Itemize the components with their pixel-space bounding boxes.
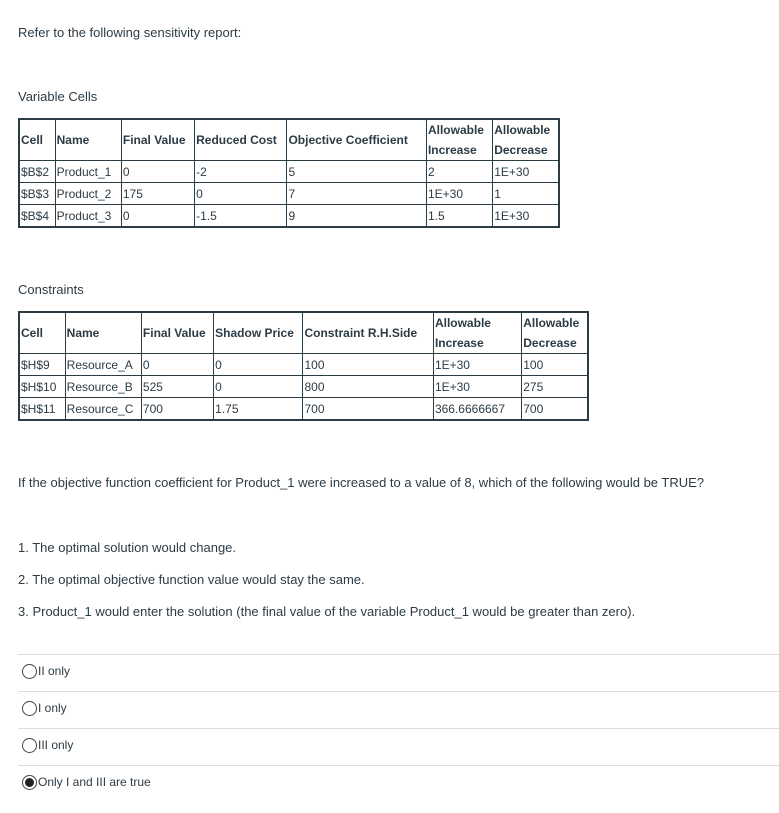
header-allowable-increase: Allowable Increase xyxy=(426,119,492,161)
table-cell: -1.5 xyxy=(195,205,287,228)
table-cell: 1E+30 xyxy=(493,205,559,228)
table-cell: $H$11 xyxy=(19,398,65,421)
table-cell: 1E+30 xyxy=(426,183,492,205)
answer-label: I only xyxy=(38,701,67,715)
answer-options xyxy=(18,654,779,802)
table-header-row xyxy=(19,119,559,161)
answer-option-iii-only[interactable] xyxy=(18,728,779,765)
table-cell: $H$9 xyxy=(19,354,65,376)
header-name: Name xyxy=(55,119,121,161)
header-final-value: Final Value xyxy=(121,119,194,161)
header-cell: Cell xyxy=(19,119,55,161)
header-cell: Cell xyxy=(19,312,65,354)
table-cell: 0 xyxy=(214,354,303,376)
table-cell: 175 xyxy=(121,183,194,205)
table-cell: 1.75 xyxy=(214,398,303,421)
header-shadow-price: Shadow Price xyxy=(214,312,303,354)
table-cell: $B$3 xyxy=(19,183,55,205)
table-cell: 0 xyxy=(141,354,213,376)
table-cell: 0 xyxy=(195,183,287,205)
radio-button[interactable] xyxy=(22,738,37,753)
table-row xyxy=(19,161,559,183)
table-cell: 1 xyxy=(493,183,559,205)
table-cell: 366.6666667 xyxy=(433,398,521,421)
table-cell: -2 xyxy=(195,161,287,183)
table-cell: Product_2 xyxy=(55,183,121,205)
header-objective-coefficient: Objective Coefficient xyxy=(287,119,427,161)
answer-label: Only I and III are true xyxy=(38,775,151,789)
table-cell: 525 xyxy=(141,376,213,398)
table-cell: 1E+30 xyxy=(433,354,521,376)
table-cell: 1E+30 xyxy=(433,376,521,398)
table-header-row xyxy=(19,312,588,354)
table-cell: Resource_B xyxy=(65,376,141,398)
header-reduced-cost: Reduced Cost xyxy=(195,119,287,161)
table-row xyxy=(19,398,588,421)
statement-3: 3. Product_1 would enter the solution (the final value of the variable Product_1 would be greater than zero). xyxy=(18,604,636,619)
table-cell: $H$10 xyxy=(19,376,65,398)
header-allowable-increase: Allowable Increase xyxy=(433,312,521,354)
table-row xyxy=(19,376,588,398)
radio-button[interactable] xyxy=(22,664,37,679)
table-cell: 700 xyxy=(303,398,433,421)
table-cell: $B$4 xyxy=(19,205,55,228)
table-cell: 1.5 xyxy=(426,205,492,228)
table-row xyxy=(19,205,559,228)
header-allowable-decrease: Allowable Decrease xyxy=(493,119,559,161)
table-cell: 2 xyxy=(426,161,492,183)
answer-option-i-only[interactable] xyxy=(18,691,779,728)
question-text: If the objective function coefficient for Product_1 were increased to a value of 8, which of the following would be TRUE? xyxy=(18,475,705,490)
answer-label: II only xyxy=(38,664,71,678)
table-cell: 0 xyxy=(214,376,303,398)
table-cell: 7 xyxy=(287,183,427,205)
header-name: Name xyxy=(65,312,141,354)
constraints-title: Constraints xyxy=(18,282,84,297)
table-cell: $B$2 xyxy=(19,161,55,183)
table-cell: 700 xyxy=(141,398,213,421)
intro-text: Refer to the following sensitivity report: xyxy=(18,25,242,40)
header-allowable-decrease: Allowable Decrease xyxy=(522,312,588,354)
table-cell: 100 xyxy=(522,354,588,376)
table-cell: 1E+30 xyxy=(493,161,559,183)
table-cell: 700 xyxy=(522,398,588,421)
statement-1: 1. The optimal solution would change. xyxy=(18,540,237,555)
answer-option-ii-only[interactable] xyxy=(18,654,779,691)
header-final-value: Final Value xyxy=(141,312,213,354)
table-cell: 9 xyxy=(287,205,427,228)
table-row xyxy=(19,183,559,205)
table-cell: 100 xyxy=(303,354,433,376)
table-cell: Resource_A xyxy=(65,354,141,376)
table-row xyxy=(19,354,588,376)
variable-cells-title: Variable Cells xyxy=(18,89,98,104)
constraints-table xyxy=(18,311,589,421)
table-cell: 0 xyxy=(121,161,194,183)
table-cell: Product_1 xyxy=(55,161,121,183)
answer-label: III only xyxy=(38,738,74,752)
table-cell: 275 xyxy=(522,376,588,398)
table-cell: 5 xyxy=(287,161,427,183)
radio-button[interactable] xyxy=(22,701,37,716)
header-constraint-rhs: Constraint R.H.Side xyxy=(303,312,433,354)
answer-option-i-and-iii[interactable] xyxy=(18,765,779,802)
table-cell: Resource_C xyxy=(65,398,141,421)
table-cell: 800 xyxy=(303,376,433,398)
statement-2: 2. The optimal objective function value would stay the same. xyxy=(18,572,365,587)
table-cell: 0 xyxy=(121,205,194,228)
variable-cells-table xyxy=(18,118,560,228)
radio-button-selected[interactable] xyxy=(22,775,37,790)
table-cell: Product_3 xyxy=(55,205,121,228)
